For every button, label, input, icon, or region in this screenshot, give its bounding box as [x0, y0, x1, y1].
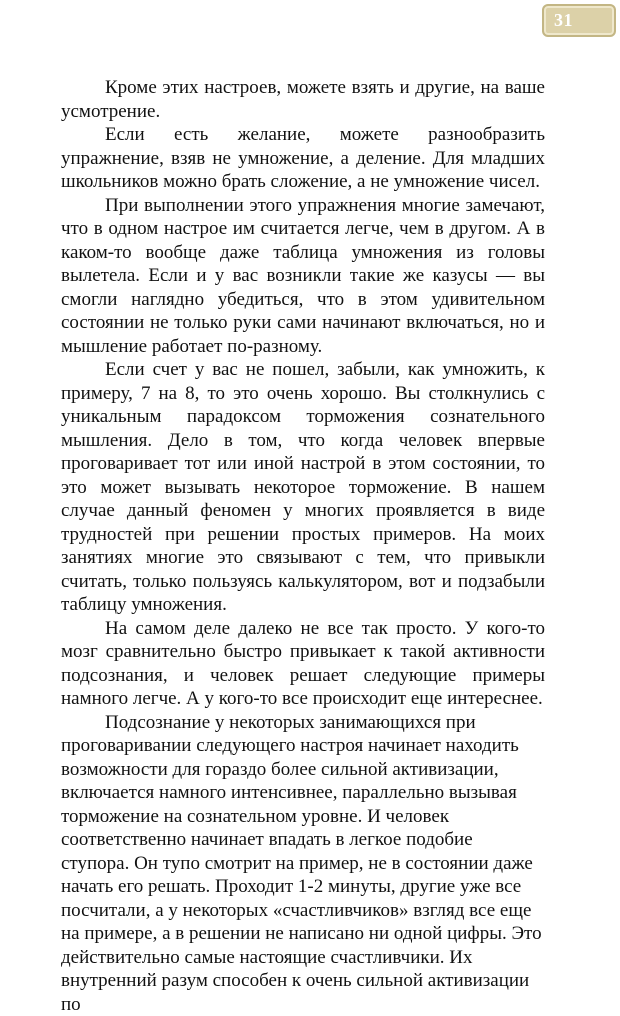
paragraph: При выполнении этого упражнения многие замечают, что в одном настрое им считается легче, чем в другом. А в каком-то вообще даже таблица умножения из головы вылетела. Если и у вас возникли такие же казусы — вы смогли наглядно убедиться, что в этом удивительном состоянии не только руки сами начинают включаться, но и мышление работает по-разному. — [61, 194, 545, 359]
page-number: 31 — [554, 10, 573, 31]
paragraph: Подсознание у некоторых занимающихся при проговаривании следующего настроя начинает находить возможности для гораздо более сильной активизации, включается намного интенсивнее, параллельно вызывая торможение на сознательном уровне. И человек соответственно начинает впадать в легкое подобие ступора. Он тупо смотрит на пример, не в состоянии даже начать его решать. Проходит 1-2 минуты, другие уже все посчитали, а у некоторых «счастливчиков» взгляд все еще на примере, а в решении не написано ни одной цифры. Это действительно самые настоящие счастливчики. Их внутренний разум способен к очень сильной активизации по — [61, 711, 545, 1016]
paragraph: На самом деле далеко не все так просто. У кого-то мозг сравнительно быстро привыкает к такой активности подсознания, и человек решает следующие примеры намного легче. А у кого-то все происходит еще интереснее. — [61, 617, 545, 711]
paragraph: Если есть желание, можете разнообразить упражнение, взяв не умножение, а деление. Для младших школьников можно брать сложение, а не умножение чисел. — [61, 123, 545, 194]
page-number-badge — [542, 4, 616, 37]
paragraph: Если счет у вас не пошел, забыли, как умножить, к примеру, 7 на 8, то это очень хорошо. Вы столкнулись с уникальным парадоксом торможения сознательного мышления. Дело в том, что когда человек впервые проговаривает тот или иной настрой в этом состоянии, то это может вызывать некоторое торможение. В нашем случае данный феномен у многих проявляется в виде трудностей при решении простых примеров. На моих занятиях многие это связывают с тем, что привыкли считать, только пользуясь калькулятором, вот и подзабыли таблицу умножения. — [61, 358, 545, 617]
paragraph: Кроме этих настроев, можете взять и другие, на ваше усмотрение. — [61, 76, 545, 123]
body-text — [61, 76, 545, 1016]
